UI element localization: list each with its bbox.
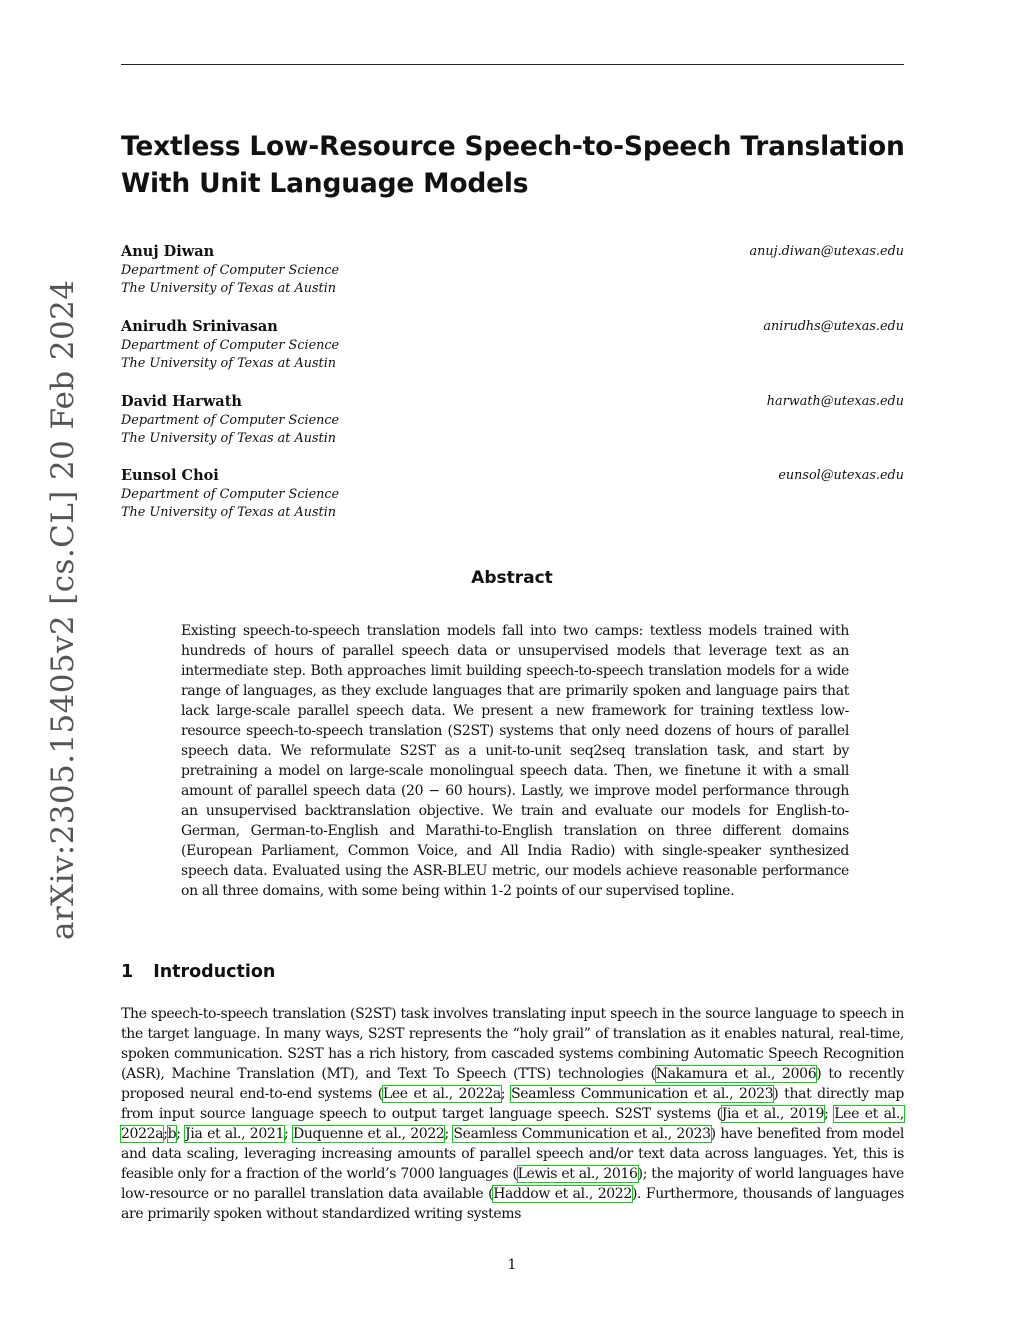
abstract-text: Existing speech-to-speech translation models fall into two camps: textless models trained with hundreds of hours of parallel speech data or unsupervised models that leverage text as an intermediate step. Both approaches limit building speech-to-speech translation models for a wide range of languages, as they exclude languages that are primarily spoken and language pairs that lack large-scale parallel speech data. We present a new framework for training textless low-resource speech-to-speech translation (S2ST) systems that only need dozens of hours of parallel speech data. We reformulate S2ST as a unit-to-unit seq2seq translation task, and start by pretraining a model on large-scale monolingual speech data. Then, we finetune it with a small amount of parallel speech data (20 − 60 hours). Lastly, we improve model performance through an unsupervised backtranslation objective. We train and evaluate our models for English-to-German, German-to-English and Marathi-to-English translation on three different domains (European Parliament, Common Voice, and All India Radio) with single-speaker synthesized speech data. Evaluated using the ASR-BLEU metric, our models achieve reasonable performance on all three domains, with some being within 1-2 points of our supervised topline. bbox=[181, 623, 849, 899]
abstract-heading: Abstract bbox=[471, 568, 553, 588]
author-name: Anirudh Srinivasan bbox=[121, 318, 278, 335]
page-number: 1 bbox=[507, 1257, 517, 1273]
top-rule bbox=[121, 64, 904, 65]
intro-text: ; bbox=[163, 1126, 168, 1142]
section-heading bbox=[121, 962, 275, 982]
intro-text: ; bbox=[444, 1126, 454, 1142]
author-department: Department of Computer Science bbox=[121, 337, 340, 353]
intro-text: ; bbox=[284, 1126, 293, 1142]
intro-text: ) have benefited from model and data scaling, leveraging increasing amounts of parallel speech and/or text data across languages. Yet, this is feasible only for a fraction of the world’s 7000 languages ( bbox=[121, 1126, 905, 1182]
author-name: Anuj Diwan bbox=[121, 243, 215, 260]
author-department: Department of Computer Science bbox=[121, 486, 340, 502]
intro-text: ; bbox=[500, 1086, 512, 1102]
author-department: Department of Computer Science bbox=[121, 412, 340, 428]
author-name: David Harwath bbox=[121, 393, 242, 410]
arxiv-identifier: arXiv:2305.15405v2 [cs.CL] 20 Feb 2024 bbox=[45, 279, 81, 940]
citation-link[interactable]: Lewis et al., 2016 bbox=[517, 1166, 638, 1182]
author-block bbox=[121, 243, 904, 299]
intro-text: ) that directly map from input source language speech to output target language speech. S2ST systems ( bbox=[121, 1086, 904, 1122]
section-number: 1 bbox=[121, 962, 134, 982]
citation-link[interactable]: Duquenne et al., 2022 bbox=[292, 1126, 445, 1142]
citation-link[interactable]: Jia et al., 2019 bbox=[721, 1106, 825, 1122]
citation-link[interactable]: Seamless Communication et al., 2023 bbox=[453, 1126, 711, 1142]
intro-paragraph bbox=[121, 1004, 904, 1224]
citation-link[interactable]: Nakamura et al., 2006 bbox=[655, 1066, 817, 1082]
author-university: The University of Texas at Austin bbox=[121, 431, 337, 446]
citation-link[interactable]: Seamless Communication et al., 2023 bbox=[511, 1086, 774, 1102]
paper-title: Textless Low-Resource Speech-to-Speech Translation With Unit Language Models bbox=[121, 131, 905, 199]
intro-text: ; bbox=[176, 1126, 186, 1142]
author-email[interactable]: harwath@utexas.edu bbox=[766, 394, 904, 409]
intro-text: The speech-to-speech translation (S2ST) task involves translating input speech in the source language to speech in the target language. In many ways, S2ST represents the “holy grail” of translation as it enables natural, real-time, spoken communication. S2ST has a rich history, from cascaded systems combining Automatic Speech Recognition (ASR), Machine Translation (MT), and Text To Speech (TTS) technologies ( bbox=[121, 1006, 904, 1082]
author-name: Eunsol Choi bbox=[121, 467, 219, 484]
author-block bbox=[121, 467, 904, 523]
intro-text: ). Furthermore, thousands of languages are primarily spoken without standardized writing systems bbox=[121, 1186, 905, 1222]
author-email[interactable]: anuj.diwan@utexas.edu bbox=[749, 244, 904, 259]
author-block bbox=[121, 393, 904, 449]
author-department: Department of Computer Science bbox=[121, 262, 340, 278]
intro-text: ; bbox=[824, 1106, 835, 1122]
citation-link[interactable]: Lee et al., 2022a bbox=[382, 1086, 501, 1102]
author-email[interactable]: eunsol@utexas.edu bbox=[778, 468, 904, 483]
citation-link[interactable]: Jia et al., 2021 bbox=[185, 1126, 285, 1142]
citation-link[interactable]: Lee et al., 2022a bbox=[121, 1106, 905, 1142]
author-university: The University of Texas at Austin bbox=[121, 281, 337, 296]
author-block bbox=[121, 318, 904, 374]
author-email[interactable]: anirudhs@utexas.edu bbox=[763, 319, 904, 334]
citation-link[interactable]: b bbox=[167, 1126, 177, 1142]
author-university: The University of Texas at Austin bbox=[121, 356, 337, 371]
author-university: The University of Texas at Austin bbox=[121, 505, 337, 520]
citation-link[interactable]: Haddow et al., 2022 bbox=[493, 1186, 632, 1202]
section-title: Introduction bbox=[153, 962, 276, 982]
intro-text: ) to recently proposed neural end-to-end systems ( bbox=[121, 1066, 904, 1102]
intro-text: ); the majority of world languages have low-resource or no parallel translation data available ( bbox=[121, 1166, 904, 1202]
